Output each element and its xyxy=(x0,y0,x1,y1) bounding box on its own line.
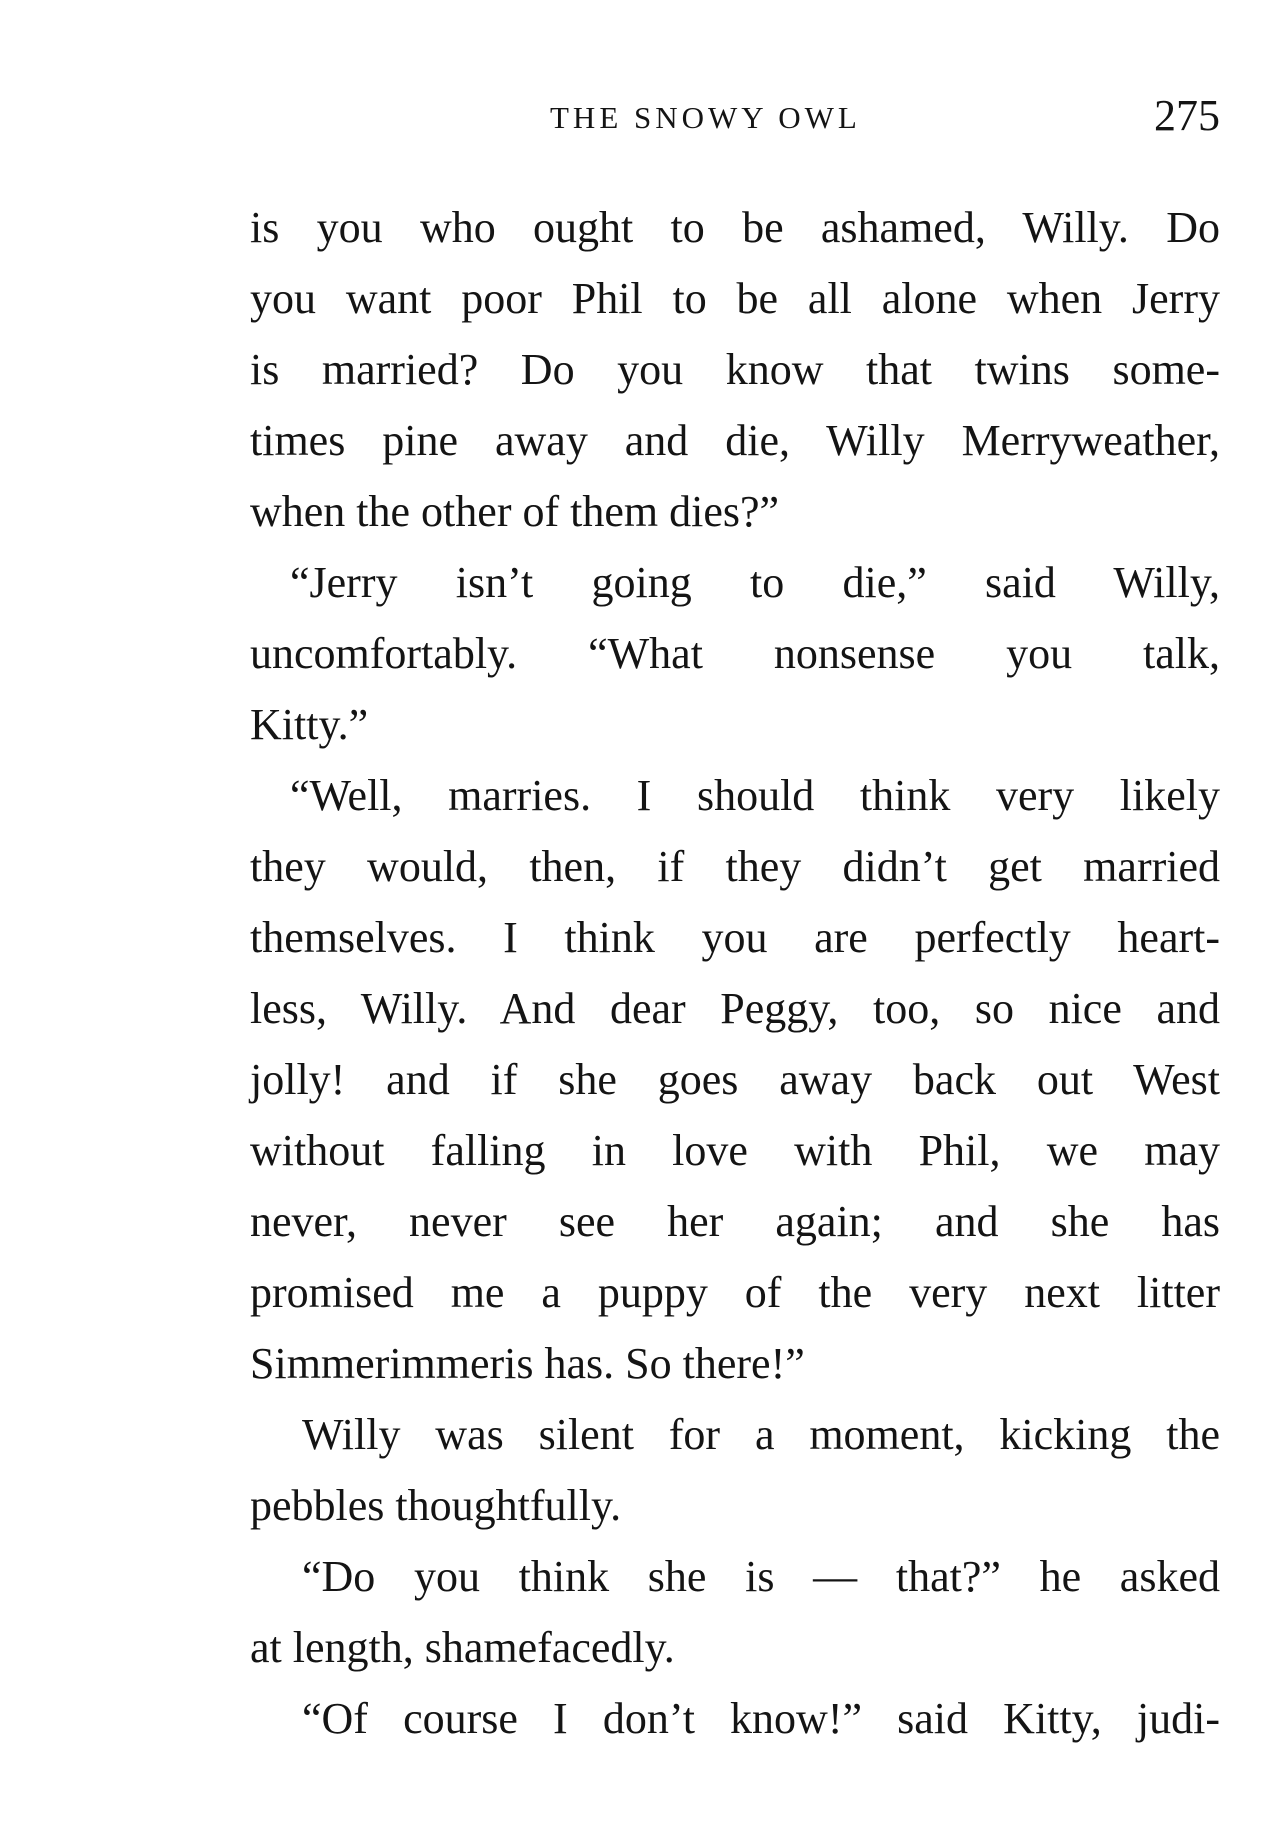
text-line: pebbles thoughtfully. xyxy=(250,1481,622,1530)
text-line: at length, shamefacedly. xyxy=(250,1623,675,1672)
text-line: less, Willy. And dear Peggy, too, so nice and xyxy=(250,984,1220,1033)
text-line: promised me a puppy of the very next litter xyxy=(250,1268,1220,1317)
text-line: uncomfortably. “What nonsense you talk, xyxy=(250,629,1220,678)
text-line: Willy was silent for a moment, kicking the xyxy=(302,1410,1220,1459)
text-line: is you who ought to be ashamed, Willy. Do xyxy=(250,203,1220,252)
text-line: jolly! and if she goes away back out West xyxy=(250,1055,1220,1104)
text-line: Kitty.” xyxy=(250,700,369,749)
text-line: when the other of them dies?” xyxy=(250,487,780,536)
text-line: Simmerimmeris has. So there!” xyxy=(250,1339,805,1388)
text-line: “Of course I don’t know!” said Kitty, judi- xyxy=(302,1694,1220,1743)
text-line: times pine away and die, Willy Merryweather, xyxy=(250,416,1220,465)
running-head xyxy=(250,91,1220,146)
running-title: THE SNOWY OWL xyxy=(550,100,861,135)
text-line: without falling in love with Phil, we may xyxy=(250,1126,1220,1175)
page-number: 275 xyxy=(1154,91,1220,140)
text-line: you want poor Phil to be all alone when Jerry xyxy=(250,274,1220,323)
text-line: they would, then, if they didn’t get married xyxy=(250,842,1220,891)
text-line: themselves. I think you are perfectly heart- xyxy=(250,913,1220,962)
text-line: “Do you think she is — that?” he asked xyxy=(302,1552,1220,1601)
text-line: “Jerry isn’t going to die,” said Willy, xyxy=(290,558,1220,607)
body-text xyxy=(250,192,1220,1754)
text-line: “Well, marries. I should think very likely xyxy=(290,771,1220,820)
text-line: is married? Do you know that twins some- xyxy=(250,345,1220,394)
text-line: never, never see her again; and she has xyxy=(250,1197,1220,1246)
